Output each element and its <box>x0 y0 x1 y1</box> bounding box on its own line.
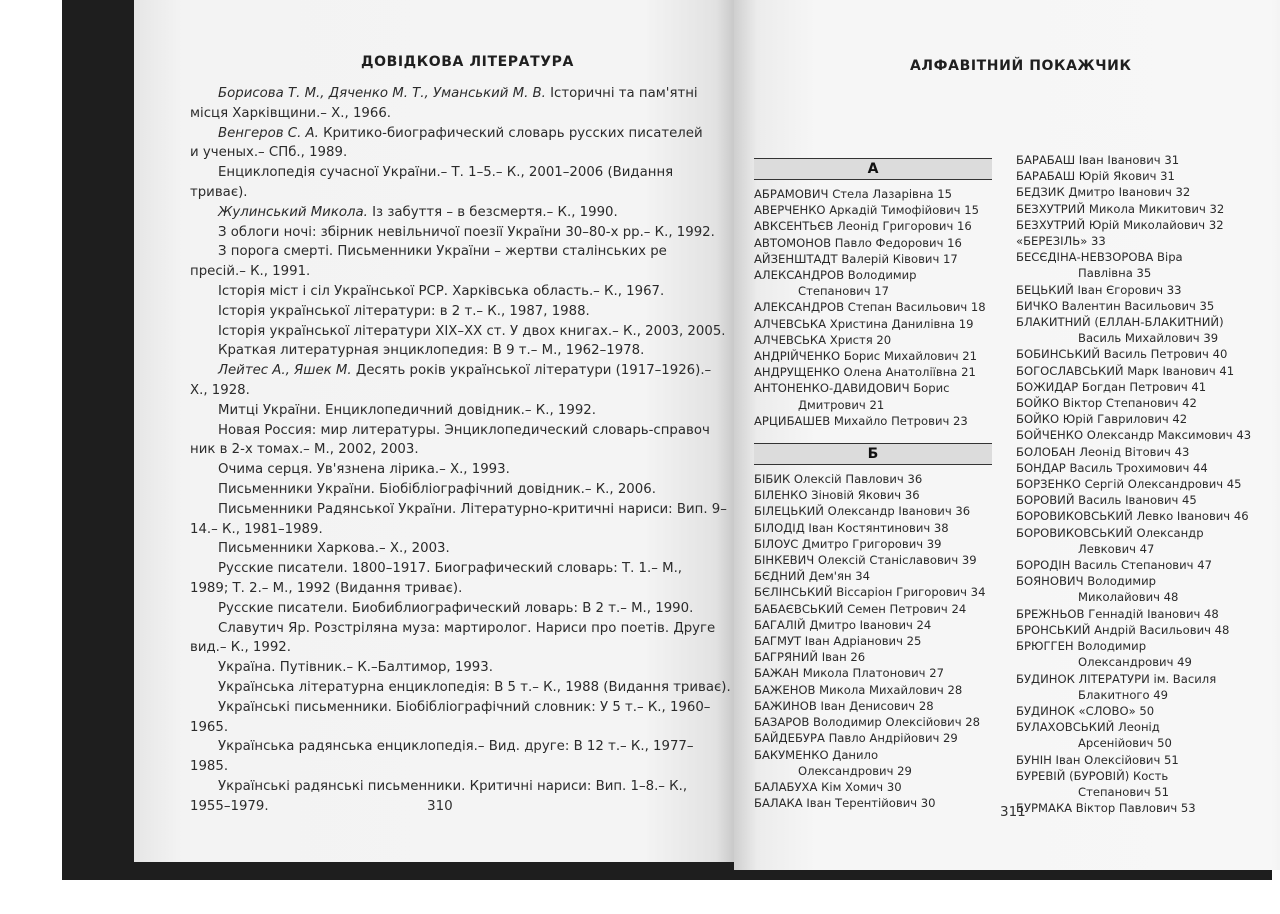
entry-continuation: 1985. <box>190 759 229 775</box>
bibliography-entry <box>190 242 710 262</box>
index-entry: БАГАЛІЙ Дмитро Іванович 24 <box>754 617 932 632</box>
bibliography-entry <box>190 302 710 322</box>
index-entry: БОГОСЛАВСЬКИЙ Марк Іванович 41 <box>1016 363 1235 378</box>
bibliography-entry <box>190 322 726 342</box>
bibliography-entry <box>190 84 710 104</box>
index-entry: АЙЗЕНШТАДТ Валерій Ківович 17 <box>754 251 958 266</box>
bibliography-entry <box>190 658 710 678</box>
entry-author: Лейтес А., Яшек М. <box>218 363 352 379</box>
index-entry: БОЯНОВИЧ Володимир <box>1016 574 1156 589</box>
index-entry: БРЕЖНЬОВ Геннадій Іванович 48 <box>1016 606 1219 621</box>
index-entry: БІЛОУС Дмитро Григорович 39 <box>754 536 942 551</box>
index-entry: БІБИК Олексій Павлович 36 <box>754 472 923 487</box>
entry-continuation: вид.– К., 1992. <box>190 640 291 656</box>
entry-text: Очима серця. Ув'язнена лірика.– Х., 1993. <box>218 462 510 478</box>
index-entry: БІЛЕНКО Зіновій Якович 36 <box>754 488 920 503</box>
entry-text: Українська радянська енциклопедія.– Вид. друге: В 12 т.– К., 1977– <box>218 739 694 755</box>
index-entry: БАКУМЕНКО Данило <box>754 747 879 762</box>
bibliography-entry <box>190 282 710 302</box>
index-entry: «БЕРЕЗІЛЬ» 33 <box>1016 234 1106 249</box>
index-entry: БАЖАН Микола Платонович 27 <box>754 666 944 681</box>
index-entry: БОЙКО Юрій Гаврилович 42 <box>1016 412 1188 427</box>
index-entry: БУНІН Іван Олексійович 51 <box>1016 752 1179 767</box>
index-entry: БОЖИДАР Богдан Петрович 41 <box>1016 379 1207 394</box>
index-entry-continuation: Арсенійович 50 <box>1078 736 1172 751</box>
index-entry: БЕЦЬКИЙ Іван Єгорович 33 <box>1016 282 1182 297</box>
entry-continuation: ник в 2-х томах.– М., 2002, 2003. <box>190 442 419 458</box>
bibliography-entry <box>190 678 731 698</box>
index-entry: БАБАЄВСЬКИЙ Семен Петрович 24 <box>754 601 967 616</box>
index-entry: БОНДАР Василь Трохимович 44 <box>1016 460 1208 475</box>
index-list <box>1016 152 1278 816</box>
page-number: 310 <box>427 798 453 814</box>
entry-text: Новая Россия: мир литературы. Энциклопедический словарь-справоч <box>218 422 710 438</box>
index-entry-continuation: Степанович 17 <box>798 284 889 299</box>
book-spread <box>62 0 1272 880</box>
index-entry: АНДРУЩЕНКО Олена Анатоліївна 21 <box>754 365 976 380</box>
bibliography-entry <box>190 539 710 559</box>
index-entry: БРЮГГЕН Володимир <box>1016 639 1147 654</box>
bibliography-entry <box>190 777 710 797</box>
entry-text: З порога смерті. Письменники України – жертви сталінських ре <box>218 244 667 260</box>
index-entry: АВЕРЧЕНКО Аркадій Тимофійович 15 <box>754 203 979 218</box>
entry-continuation: 14.– К., 1981–1989. <box>190 521 323 537</box>
index-entry: БАРАБАШ Юрій Якович 31 <box>1016 169 1175 184</box>
bibliography-entry <box>190 737 710 757</box>
bibliography-entry <box>190 163 710 183</box>
entry-text: Славутич Яр. Розстріляна муза: мартиролог. Нариси про поетів. Друге <box>218 620 716 636</box>
letter-heading-b: Б <box>754 443 992 465</box>
index-entry: БОРОДІН Василь Степанович 47 <box>1016 558 1212 573</box>
entry-text: Письменники Радянської України. Літературно-критичні нариси: Вип. 9– <box>218 501 727 517</box>
index-entry-continuation: Дмитрович 21 <box>798 397 885 412</box>
index-entry: БЄДНИЙ Дем'ян 34 <box>754 569 870 584</box>
index-entry: БАЖЕНОВ Микола Михайлович 28 <box>754 682 963 697</box>
index-entry: БАГРЯНИЙ Іван 26 <box>754 650 866 665</box>
entry-text: Письменники Харкова.– Х., 2003. <box>218 541 450 557</box>
entry-continuation: місця Харківщини.– Х., 1966. <box>190 105 392 121</box>
page-title: ДОВІДКОВА ЛІТЕРАТУРА <box>361 54 574 70</box>
entry-text: Українські письменники. Біобібліографічний словник: У 5 т.– К., 1960– <box>218 699 711 715</box>
bibliography-entry <box>190 559 710 579</box>
index-entry: БОРОВИКОВСЬКИЙ Олександр <box>1016 525 1204 540</box>
bibliography-list <box>190 84 731 816</box>
index-entry: БЕЗХУТРИЙ Юрій Миколайович 32 <box>1016 217 1224 232</box>
index-column-2 <box>1016 152 1278 816</box>
index-entry: БЛАКИТНИЙ (ЕЛЛАН-БЛАКИТНИЙ) <box>1016 315 1224 330</box>
index-entry: БУДИНОК ЛІТЕРАТУРИ ім. Василя <box>1016 671 1217 686</box>
entry-text: Русские писатели. Биобиблиографический ловарь: В 2 т.– М., 1990. <box>218 600 694 616</box>
bibliography-entry <box>190 203 710 223</box>
index-entry: БЕДЗИК Дмитро Іванович 32 <box>1016 185 1191 200</box>
index-entry: БАЛАКА Іван Терентійович 30 <box>754 796 936 811</box>
bibliography-entry <box>190 401 710 421</box>
entry-text: Історія української літератури: в 2 т.– К., 1987, 1988. <box>218 303 590 319</box>
index-entry: БАЙДЕБУРА Павло Андрійович 29 <box>754 731 958 746</box>
index-column-1 <box>754 152 992 811</box>
index-entry: АНДРІЙЧЕНКО Борис Михайлович 21 <box>754 349 978 364</box>
index-entry: АЛЕКСАНДРОВ Степан Васильович 18 <box>754 300 986 315</box>
index-entry: БУЛАХОВСЬКИЙ Леонід <box>1016 720 1160 735</box>
index-entry: БАЛАБУХА Кім Хомич 30 <box>754 779 902 794</box>
index-entry: АЛЕКСАНДРОВ Володимир <box>754 268 917 283</box>
index-entry: БРОНСЬКИЙ Андрій Васильович 48 <box>1016 622 1230 637</box>
entry-author: Жулинський Микола. <box>218 204 368 220</box>
entry-text: З облоги ночі: збірник невільничої поезії України 30–80-х рр.– К., 1992. <box>218 224 715 240</box>
letter-heading-a: А <box>754 158 992 180</box>
index-entry: АРЦИБАШЕВ Михайло Петрович 23 <box>754 413 968 428</box>
index-entry: БАЖИНОВ Іван Денисович 28 <box>754 698 934 713</box>
index-entry: БЕЗХУТРИЙ Микола Микитович 32 <box>1016 201 1225 216</box>
index-list <box>754 471 992 811</box>
index-entry: БОЛОБАН Леонід Вітович 43 <box>1016 444 1190 459</box>
index-entry: АБРАМОВИЧ Стела Лазарівна 15 <box>754 187 953 201</box>
entry-continuation: 1989; Т. 2.– М., 1992 (Видання триває). <box>190 580 463 596</box>
entry-continuation: триває). <box>190 184 248 200</box>
entry-continuation: 1955–1979. <box>190 798 269 814</box>
bibliography-entry <box>190 619 716 639</box>
index-entry: БІНКЕВИЧ Олексій Станіславович 39 <box>754 553 977 568</box>
entry-text: Україна. Путівник.– К.–Балтимор, 1993. <box>218 660 493 676</box>
entry-continuation: Х., 1928. <box>190 382 250 398</box>
index-entry-continuation: Павлівна 35 <box>1078 266 1152 281</box>
entry-text: Історичні та пам'ятні <box>545 86 698 101</box>
bibliography-entry <box>190 698 710 718</box>
entry-text: Історія міст і сіл Української РСР. Харківська область.– К., 1967. <box>218 283 665 299</box>
entry-text: Письменники України. Біобібліографічний довідник.– К., 2006. <box>218 481 656 497</box>
index-entry: БУРЕВІЙ (БУРОВІЙ) Кость <box>1016 768 1169 783</box>
left-page <box>134 0 734 862</box>
entry-text: Енциклопедія сучасної України.– Т. 1–5.– К., 2001–2006 (Видання <box>218 165 674 181</box>
entry-author: Борисова Т. М., Дяченко М. Т., Уманський М. В. <box>218 86 546 101</box>
entry-text: Українські радянські письменники. Критичні нариси: Вип. 1–8.– К., <box>218 778 688 794</box>
entry-text: Українська літературна енциклопедія: В 5 т.– К., 1988 (Видання триває). <box>218 679 731 695</box>
entry-text: Із забуття – в безсмертя.– К., 1990. <box>367 204 618 220</box>
entry-text: Митці України. Енциклопедичний довідник.– К., 1992. <box>218 402 596 418</box>
index-entry: БОРОВИЙ Василь Іванович 45 <box>1016 493 1197 508</box>
index-entry: АВТОМОНОВ Павло Федорович 16 <box>754 235 962 250</box>
entry-continuation: пресій.– К., 1991. <box>190 264 311 280</box>
bibliography-entry <box>190 480 710 500</box>
index-entry-continuation: Василь Михайлович 39 <box>1078 331 1219 346</box>
index-entry: БУДИНОК «СЛОВО» 50 <box>1016 703 1155 718</box>
index-entry: БІЛЕЦЬКИЙ Олександр Іванович 36 <box>754 504 971 519</box>
index-entry-continuation: Блакитного 49 <box>1078 687 1169 702</box>
index-entry: БАРАБАШ Іван Іванович 31 <box>1016 153 1180 167</box>
index-entry: БАЗАРОВ Володимир Олексійович 28 <box>754 715 980 730</box>
index-entry: БОЙКО Віктор Степанович 42 <box>1016 396 1197 411</box>
bibliography-entry <box>190 460 710 480</box>
index-entry: АЛЧЕВСЬКА Христя 20 <box>754 332 892 347</box>
bibliography-entry <box>190 421 710 441</box>
bibliography-entry <box>190 500 727 520</box>
right-page <box>734 0 1280 870</box>
bibliography-entry <box>190 223 715 243</box>
page-number: 311 <box>1000 804 1026 820</box>
index-entry: БАГМУТ Іван Адріанович 25 <box>754 634 922 649</box>
entry-text: Критико-биографический словарь русских писателей <box>318 125 703 141</box>
index-entry-continuation: Олександрович 49 <box>1078 655 1192 670</box>
index-entry: БОЙЧЕНКО Олександр Максимович 43 <box>1016 428 1252 443</box>
entry-text: Краткая литературная энциклопедия: В 9 т.– М., 1962–1978. <box>218 343 645 359</box>
entry-text: Десять років української літератури (1917–1926).– <box>351 363 712 379</box>
entry-continuation: 1965. <box>190 719 229 735</box>
index-entry-continuation: Миколайович 48 <box>1078 590 1179 605</box>
index-entry: БОРОВИКОВСЬКИЙ Левко Іванович 46 <box>1016 509 1249 524</box>
bibliography-entry <box>190 124 710 144</box>
index-entry: БОРЗЕНКО Сергій Олександрович 45 <box>1016 477 1242 492</box>
index-entry: БОБИНСЬКИЙ Василь Петрович 40 <box>1016 347 1228 362</box>
index-entry-continuation: Степанович 51 <box>1078 784 1169 799</box>
index-entry: АНТОНЕНКО-ДАВИДОВИЧ Борис <box>754 381 950 396</box>
entry-author: Венгеров С. А. <box>218 125 319 141</box>
index-entry-continuation: Левкович 47 <box>1078 541 1155 556</box>
index-entry: БУРМАКА Віктор Павлович 53 <box>1016 801 1196 816</box>
index-entry: БЄЛІНСЬКИЙ Віссаріон Григорович 34 <box>754 585 986 600</box>
entry-text: Русские писатели. 1800–1917. Биографический словарь: Т. 1.– М., <box>218 561 683 577</box>
entry-text: Історія української літератури XIX–XX ст. У двох книгах.– К., 2003, 2005. <box>218 323 726 339</box>
index-list <box>754 186 992 429</box>
index-entry: БЕСЄДІНА-НЕВЗОРОВА Віра <box>1016 250 1183 265</box>
index-entry: БІЛОДІД Іван Костянтинович 38 <box>754 520 949 535</box>
index-entry: АЛЧЕВСЬКА Христина Данилівна 19 <box>754 316 974 331</box>
bibliography-entry <box>190 341 710 361</box>
entry-continuation: и ученых.– СПб., 1989. <box>190 145 348 161</box>
bibliography-entry <box>190 361 710 381</box>
bibliography-entry <box>190 599 710 619</box>
index-entry: АВКСЕНТЬЄВ Леонід Григорович 16 <box>754 219 972 234</box>
index-entry: БИЧКО Валентин Васильович 35 <box>1016 298 1215 313</box>
index-entry-continuation: Олександрович 29 <box>798 763 912 778</box>
page-title: АЛФАВІТНИЙ ПОКАЖЧИК <box>910 58 1132 74</box>
